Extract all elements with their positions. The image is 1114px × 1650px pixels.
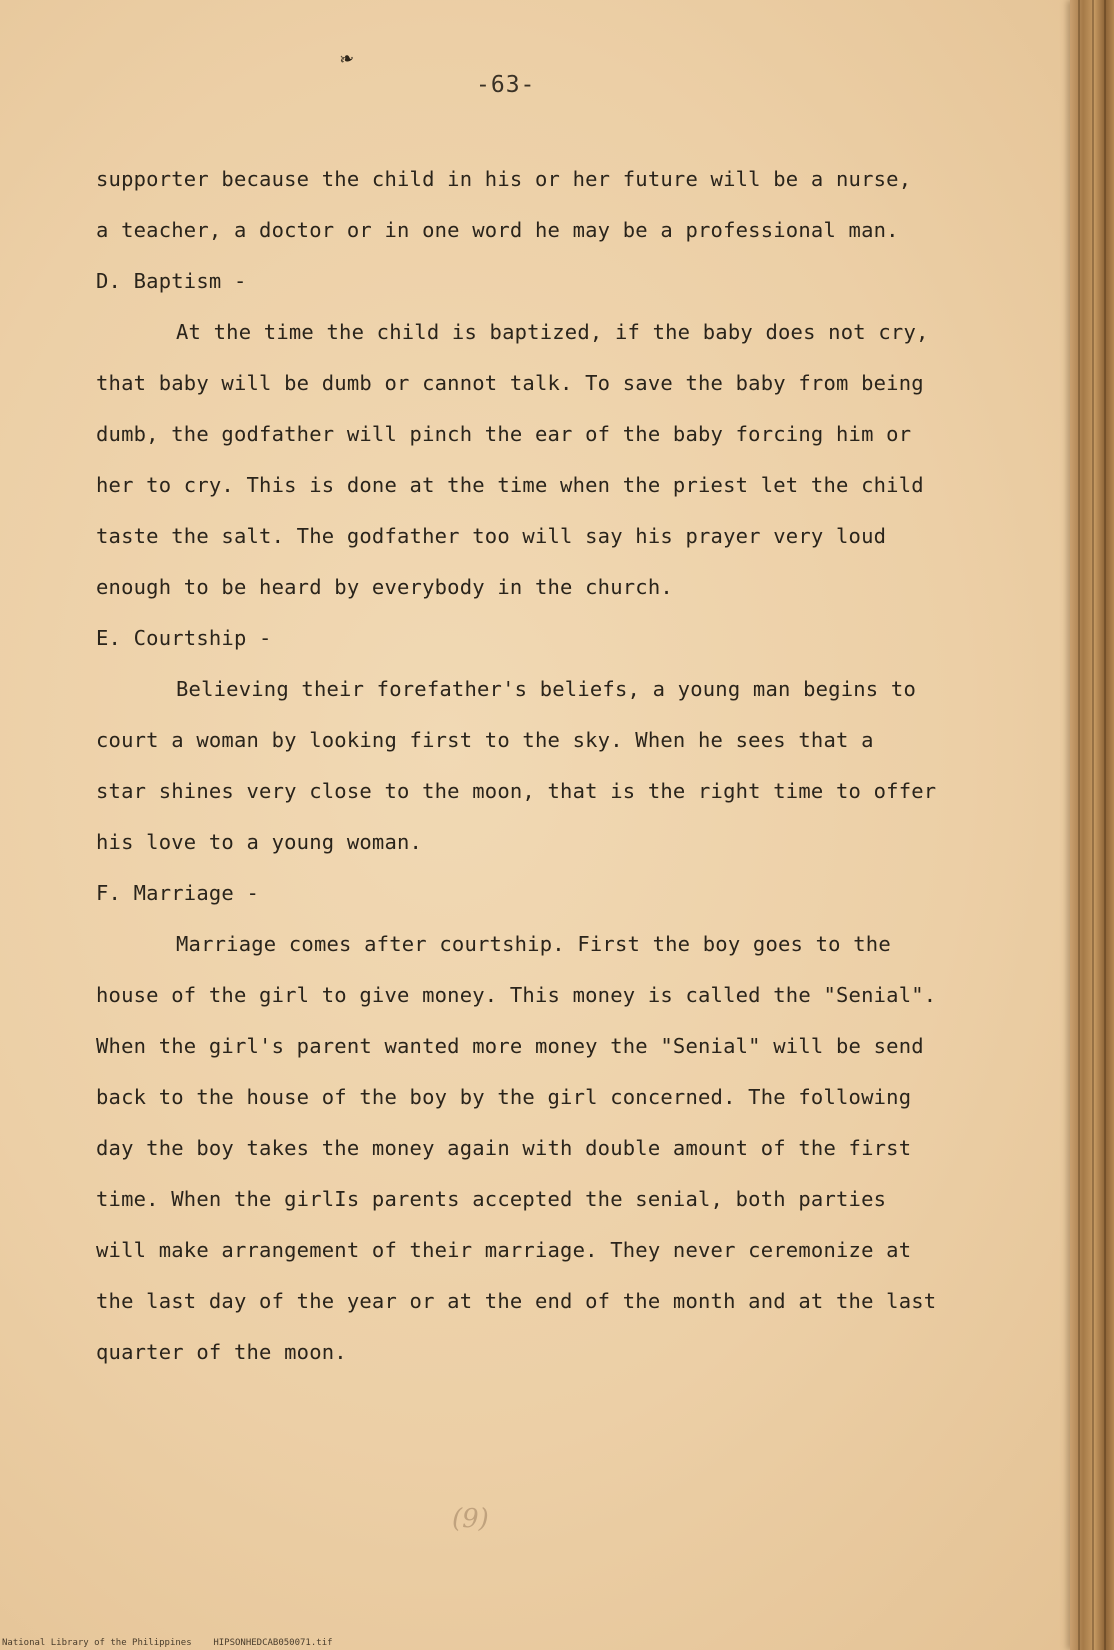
page-number: -63-: [476, 72, 536, 98]
text-line: Believing their forefather's beliefs, a young man begins to: [176, 677, 916, 701]
edge-line: [1078, 0, 1080, 1650]
body-text: [96, 154, 996, 1378]
text-line: quarter of the moon.: [96, 1340, 347, 1364]
text-line: supporter because the child in his or her future will be a nurse,: [96, 167, 912, 191]
text-line: enough to be heard by everybody in the church.: [96, 575, 673, 599]
scan-footer: National Library of the Philippines HIPSONHEDCAB050071.tif: [2, 1638, 333, 1648]
text-line: taste the salt. The godfather too will say his prayer very loud: [96, 524, 887, 548]
pen-mark: ❧: [337, 44, 356, 73]
text-line: will make arrangement of their marriage. They never ceremonize at: [96, 1238, 912, 1262]
text-line: the last day of the year or at the end of the month and at the last: [96, 1289, 937, 1313]
text-line: his love to a young woman.: [96, 830, 423, 854]
binding-edge: [1070, 0, 1114, 1650]
text-line: that baby will be dumb or cannot talk. To save the baby from being: [96, 371, 924, 395]
text-line: a teacher, a doctor or in one word he may be a professional man.: [96, 218, 899, 242]
section-heading-baptism: D. Baptism -: [96, 269, 247, 293]
text-line: dumb, the godfather will pinch the ear of the baby forcing him or: [96, 422, 912, 446]
section-heading-marriage: F. Marriage -: [96, 881, 260, 905]
text-line: her to cry. This is done at the time when the priest let the child: [96, 473, 924, 497]
edge-line: [1092, 0, 1094, 1650]
folio-mark: (9): [452, 1504, 489, 1534]
text-line: house of the girl to give money. This money is called the "Senial".: [96, 983, 937, 1007]
text-line: day the boy takes the money again with double amount of the first: [96, 1136, 912, 1160]
text-line: When the girl's parent wanted more money the "Senial" will be send: [96, 1034, 924, 1058]
text-line: court a woman by looking first to the sky. When he sees that a: [96, 728, 874, 752]
text-line: star shines very close to the moon, that is the right time to offer: [96, 779, 937, 803]
text-line: At the time the child is baptized, if the baby does not cry,: [176, 320, 929, 344]
edge-line: [1104, 0, 1106, 1650]
text-line: Marriage comes after courtship. First the boy goes to the: [176, 932, 891, 956]
section-heading-courtship: E. Courtship -: [96, 626, 272, 650]
text-line: back to the house of the boy by the girl concerned. The following: [96, 1085, 912, 1109]
text-line: time. When the girlIs parents accepted the senial, both parties: [96, 1187, 887, 1211]
